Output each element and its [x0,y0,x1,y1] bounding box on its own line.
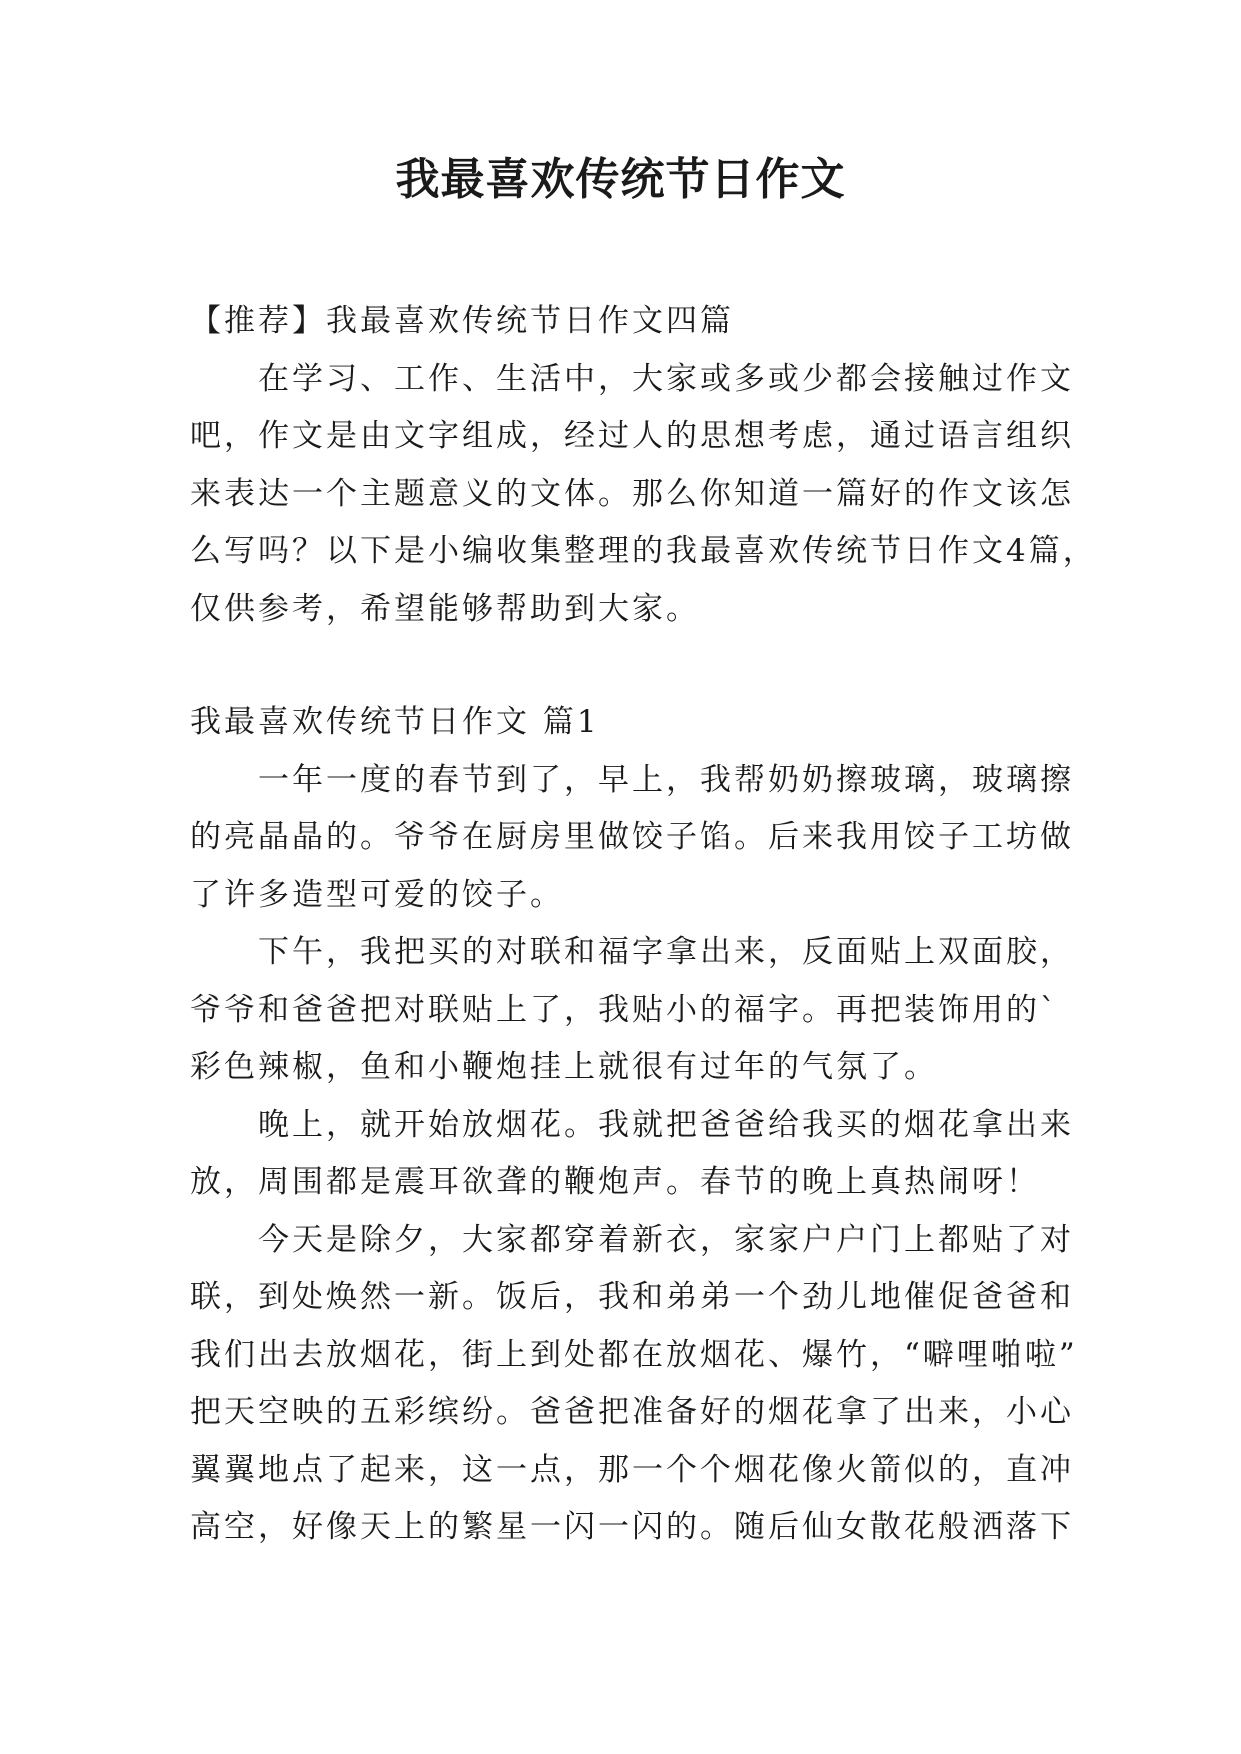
paragraph-line: 联，到处焕然一新。饭后，我和弟弟一个劲儿地催促爸爸和 [190,1279,1074,1315]
intro-line: 在学习、工作、生活中，大家或多或少都会接触过作文 [258,360,1074,397]
paragraph-line: 下午，我把买的对联和福字拿出来，反面贴上双面胶， [258,934,1074,970]
intro-line: 么写吗？以下是小编收集整理的我最喜欢传统节日作文4篇， [190,533,1097,569]
paragraph-line: 翼翼地点了起来，这一点，那一个个烟花像火箭似的，直冲 [190,1451,1074,1488]
paragraph-line: 我们出去放烟花，街上到处都在放烟花、爆竹，“噼哩啪啦” [190,1336,1078,1373]
paragraph-4 [190,1212,1078,1557]
section-spacer [190,638,1070,694]
recommend-line: 【推荐】我最喜欢传统节日作文四篇 [190,303,734,339]
paragraph-line: 把天空映的五彩缤纷。爸爸把准备好的烟花拿了出来，小心 [190,1394,1074,1430]
paragraph-1 [190,752,1074,925]
intro-line: 吧，作文是由文字组成，经过人的思想考虑，通过语言组织 [190,418,1074,454]
intro-paragraph [190,351,1097,639]
document-title: 我最喜欢传统节日作文 [395,154,846,205]
paragraph-3 [190,1097,1074,1212]
paragraph-line: 放，周围都是震耳欲聋的鞭炮声。春节的晚上真热闹呀！ [190,1164,1040,1200]
paragraph-line: 爷爷和爸爸把对联贴上了，我贴小的福字。再把装饰用的` [190,991,1059,1028]
paragraph-line: 一年一度的春节到了，早上，我帮奶奶擦玻璃，玻璃擦 [258,761,1074,798]
paragraph-line: 今天是除夕，大家都穿着新衣，家家户户门上都贴了对 [258,1221,1074,1258]
paragraph-line: 晚上，就开始放烟花。我就把爸爸给我买的烟花拿出来 [258,1106,1074,1143]
paragraph-line: 高空，好像天上的繁星一闪一闪的。随后仙女散花般洒落下 [190,1509,1074,1545]
paragraph-2 [190,924,1074,1097]
paragraph-line: 的亮晶晶的。爷爷在厨房里做饺子馅。后来我用饺子工坊做 [190,819,1074,855]
paragraph-line: 了许多造型可爱的饺子。 [190,876,564,913]
paragraph-line: 彩色辣椒，鱼和小鞭炮挂上就很有过年的气氛了。 [190,1049,938,1085]
document-body [190,293,1097,1557]
section-heading: 我最喜欢传统节日作文 篇1 [190,704,600,740]
intro-line: 来表达一个主题意义的文体。那么你知道一篇好的作文该怎 [190,475,1074,512]
intro-line: 仅供参考，希望能够帮助到大家。 [190,590,700,627]
